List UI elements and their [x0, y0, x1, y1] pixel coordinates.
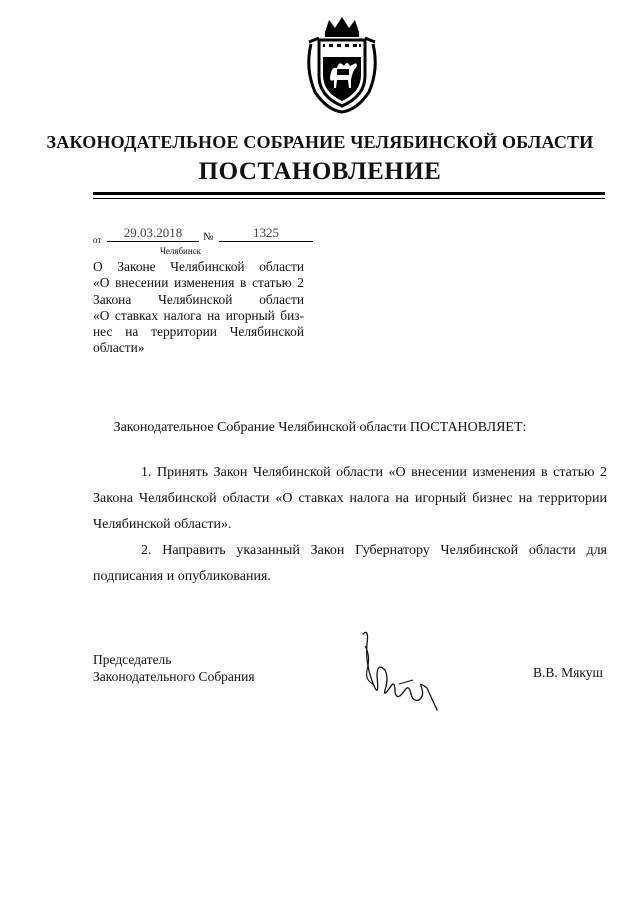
subject-line: Закона Челябинской области: [93, 291, 304, 307]
subject-line: нес на территории Челябинской: [93, 324, 304, 340]
decree-item-2: [93, 538, 607, 590]
decree-item-text: 2. Направить указанный Закон Губернатору Челябинской области для подписания и опубликования.: [93, 543, 607, 584]
document-type-title: ПОСТАНОВЛЕНИЕ: [198, 158, 442, 185]
subject-line: «О ставках налога на игорный биз-: [93, 307, 304, 323]
handwritten-signature-icon: [355, 626, 450, 726]
signatory-title: [93, 651, 255, 685]
chelyabinsk-coat-of-arms-icon: [301, 14, 383, 114]
header-rule-thin: [93, 198, 605, 199]
signatory-title-line: Законодательного Собрания: [93, 669, 255, 684]
number-prefix: №: [203, 231, 214, 243]
date-field: 29.03.2018: [107, 226, 199, 242]
subject-line: области»: [93, 340, 145, 356]
signatory-title-line: Председатель: [93, 652, 172, 667]
registration-line: [93, 226, 323, 246]
subject-line: «О внесении изменения в статью 2: [93, 275, 304, 291]
city-label: Челябинск: [160, 246, 202, 256]
number-field: 1325: [219, 226, 313, 242]
organization-title: ЗАКОНОДАТЕЛЬНОЕ СОБРАНИЕ ЧЕЛЯБИНСКОЙ ОБЛАСТИ: [46, 132, 594, 152]
date-prefix: от: [93, 235, 102, 245]
header-rule-thick: [93, 192, 605, 195]
signatory-name: В.В. Мякуш: [533, 665, 603, 680]
document-subject: [93, 259, 304, 357]
decree-intro: Законодательное Собрание Челябинской области ПОСТАНОВЛЯЕТ:: [113, 420, 527, 435]
decree-item-text: 1. Принять Закон Челябинской области «О внесении изменения в статью 2 Закона Челябинской области «О ставках налога на игорный бизнес на территории Челябинской области».: [93, 465, 607, 532]
decree-item-1: [93, 460, 607, 538]
subject-line: О Законе Челябинской области: [93, 259, 304, 274]
